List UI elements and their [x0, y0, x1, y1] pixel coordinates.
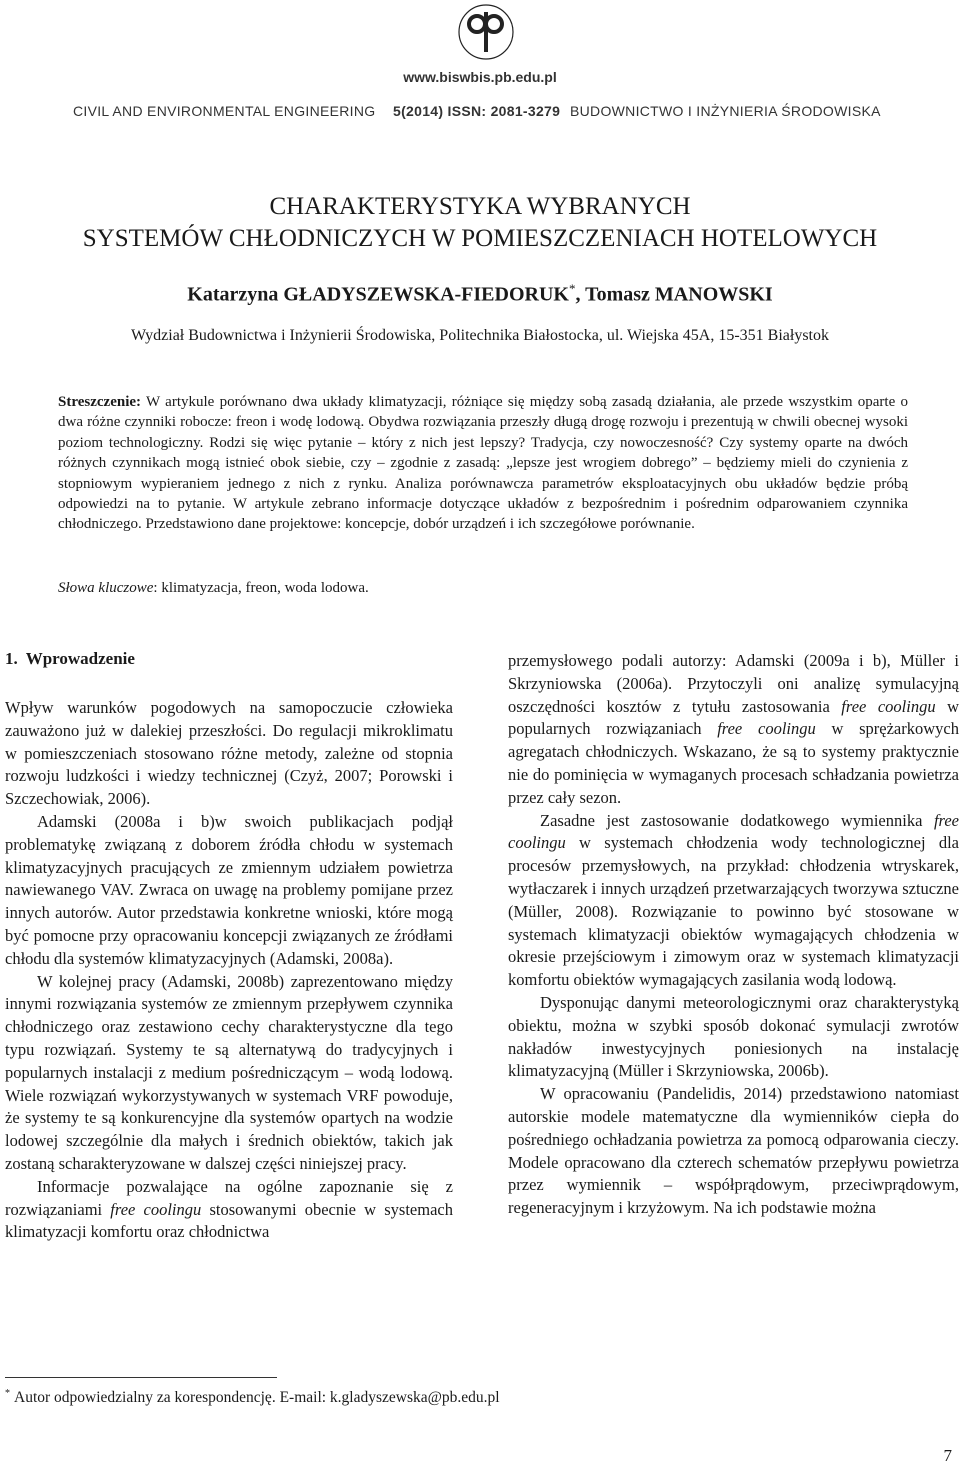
journal-name-pl: BUDOWNICTWO I INŻYNIERIA ŚRODOWISKA	[570, 103, 881, 119]
title-line-2: SYSTEMÓW CHŁODNICZYCH W POMIESZCZENIACH HOTELOWYCH	[82, 225, 878, 252]
text-run: przemysłowego podali autorzy: Adamski (2009a i b), Müller i Skrzyniowska (2006a). Przytoczyli oni analizę symulacyjną oszczędności kosztów z tytułu zastosowania	[508, 651, 959, 716]
title-line-1: CHARAKTERYSTYKA WYBRANYCH	[269, 193, 691, 220]
correspondence-mark: *	[568, 281, 576, 296]
paragraph	[5, 1176, 453, 1244]
journal-header-bar	[0, 103, 960, 123]
author-secondary: , Tomasz MANOWSKI	[575, 283, 773, 306]
italic-term: free coolingu	[110, 1199, 202, 1219]
text-run: w sprężarkowych agregatach chłodniczych. Wskazano, że są to systemy praktycznie nie do pominięcia w wymaganych procesach schładzania powietrza przez cały sezon.	[508, 719, 959, 807]
text-run: w systemach chłodzenia wody technologicznej dla procesów przemysłowych, na przykład: chłodzenia wtryskarek, wytłaczarek i innych urządzeń przetwarzających tworzywa sztuczne (Müller, 2008). Rozwiązanie to powinno być stosowane w systemach klimatyzacji obiektów wymagających chłodzenia w okresie przejściowym i zimowym oraz w systemach klimatyzacji komfortu obiektów wymagających zasilania wodą lodową.	[508, 833, 959, 990]
journal-issue: 5(2014) ISSN: 2081-3279	[393, 103, 561, 119]
paragraph	[508, 650, 959, 810]
paragraph	[508, 810, 959, 992]
text-run: Zasadne jest zastosowanie dodatkowego wymiennika	[540, 810, 934, 830]
authors	[0, 281, 960, 307]
paragraph: Wpływ warunków pogodowych na samopoczucie człowieka zauważono już w dalekiej przeszłości. Do regulacji mikroklimatu w pomieszczeniach stosowano różne metody, zależne od stopnia rozwoju ludzkości i wiedzy technicznej (Czyż, 2007; Porowski i Szczechowiak, 2006).	[5, 698, 453, 809]
abstract	[58, 392, 908, 535]
footnote-text: Autor odpowiedzialny za korespondencję. E-mail: k.gladyszewska@pb.edu.pl	[14, 1389, 500, 1407]
text-run: Informacje pozwalające na ogólne zapoznanie się z rozwiązaniami	[5, 1176, 453, 1219]
abstract-label: Streszczenie:	[58, 394, 142, 410]
text-run: w popularnych rozwiązaniach	[508, 696, 959, 739]
affiliation: Wydział Budownictwa i Inżynierii Środowiska, Politechnika Białostocka, ul. Wiejska 45A, 15-351 Białystok	[131, 327, 829, 344]
italic-term: free coolingu	[841, 696, 936, 716]
section-title: Wprowadzenie	[25, 649, 135, 668]
paragraph: W opracowaniu (Pandelidis, 2014) przedstawiono natomiast autorskie modele matematyczne dla wymienników ciepła do pośredniego ochładzania powietrza za pomocą odparowania cieczy. Modele opracowano dla czterech schematów przepływu powietrza przez wymiennik – współprądowym, przeciwprądowym, regeneracyjnym i krzyżowym. Na ich podstawie można	[508, 1084, 959, 1218]
university-logo	[448, 2, 528, 68]
footnote-rule	[5, 1377, 277, 1378]
keywords-text: : klimatyzacja, freon, woda lodowa.	[153, 580, 369, 596]
paper-title	[0, 191, 960, 255]
italic-term: free coolingu	[508, 810, 959, 853]
paragraph: Adamski (2008a i b)w swoich publikacjach podjął problematykę związaną z doborem źródła chłodu w systemach klimatyzacyjnych pracujących ze zmiennym udziałem powietrza nawiewanego VAV. Zwraca on uwagę na problemy pomijane przez innych autorów. Autor przedstawia konkretne wnioski, które mogą być pomocne przy opracowaniu koncepcji związanych ze źródłami chłodu dla systemów klimatyzacyjnych (Adamski, 2008a).	[5, 811, 453, 968]
section-heading	[5, 649, 135, 669]
italic-term: free coolingu	[717, 719, 816, 739]
section-number: 1.	[5, 649, 18, 668]
abstract-text: W artykule porównano dwa układy klimatyzacji, różniące się między sobą zasadą działania, ale przede wszystkim oparte o dwa różne czynniki robocze: freon i wodę lodową. Obydwa rozwiązania przeszły długą drogę rozwoju i prezentują w chwili obecnej wysoki poziom technologiczny. Rodzi się więc pytanie – który z nich jest lepszy? Tradycja, czy nowoczesność? Czy systemy oparte na dwóch różnych czynnikach mogą istnieć obok siebie, czy – zgodnie z zasadą: „lepsze jest wrogiem dobrego” – będziemy mieli do czynienia z stopniowym wypieraniem jednego z nich z rynku. Analiza porównawcza parametrów eksploatacyjnych obu układów będzie próbą odpowiedzi na to pytanie. W artykule zebrano informacje dotyczące układów z bezpośrednim i pośrednim odparowaniem czynnika chłodniczego. Przedstawiono dane projektowe: koncepcje, dobór urządzeń i ich szczegółowe porównanie.	[58, 394, 908, 533]
paragraph: Dysponując danymi meteorologicznymi oraz charakterystyką obiektu, można w szybki sposób dokonać symulacji zwrotów nakładów inwestycyjnych poniesionych na instalację klimatyzacyjną (Müller i Skrzyniowska, 2006b).	[508, 992, 959, 1081]
author-primary: Katarzyna GŁADYSZEWSKA-FIEDORUK	[187, 283, 569, 306]
journal-name-en: CIVIL AND ENVIRONMENTAL ENGINEERING	[73, 103, 376, 119]
paragraph: W kolejnej pracy (Adamski, 2008b) zaprezentowano między innymi rozwiązania systemów ze zmiennym przepływem czynnika chłodniczego oraz zestawiono cechy charakterystyczne dla tego typu rozwiązań. Systemy te są alternatywą do tradycyjnych i popularnych instalacji z medium pośredniczącym – wodą lodową. Wiele rozwiązań wykorzystywanych w systemach VRF powoduje, że systemy te są konkurencyjne dla systemów opartych na wodzie lodowej szczególnie dla małych i średnich obiektów, takich jak zostaną scharakteryzowane w dalszej części niniejszej pracy.	[5, 971, 453, 1173]
journal-url: www.biswbis.pb.edu.pl	[403, 69, 557, 85]
left-column	[5, 697, 453, 1244]
footnote	[5, 1388, 500, 1407]
keywords	[58, 580, 369, 597]
text-run: stosowanymi obecnie w systemach klimatyzacji komfortu oraz chłodnictwa	[5, 1199, 453, 1242]
page-number: 7	[943, 1446, 952, 1465]
keywords-label: Słowa kluczowe	[58, 580, 154, 596]
footnote-mark: *	[5, 1388, 10, 1399]
right-column	[508, 650, 959, 1220]
